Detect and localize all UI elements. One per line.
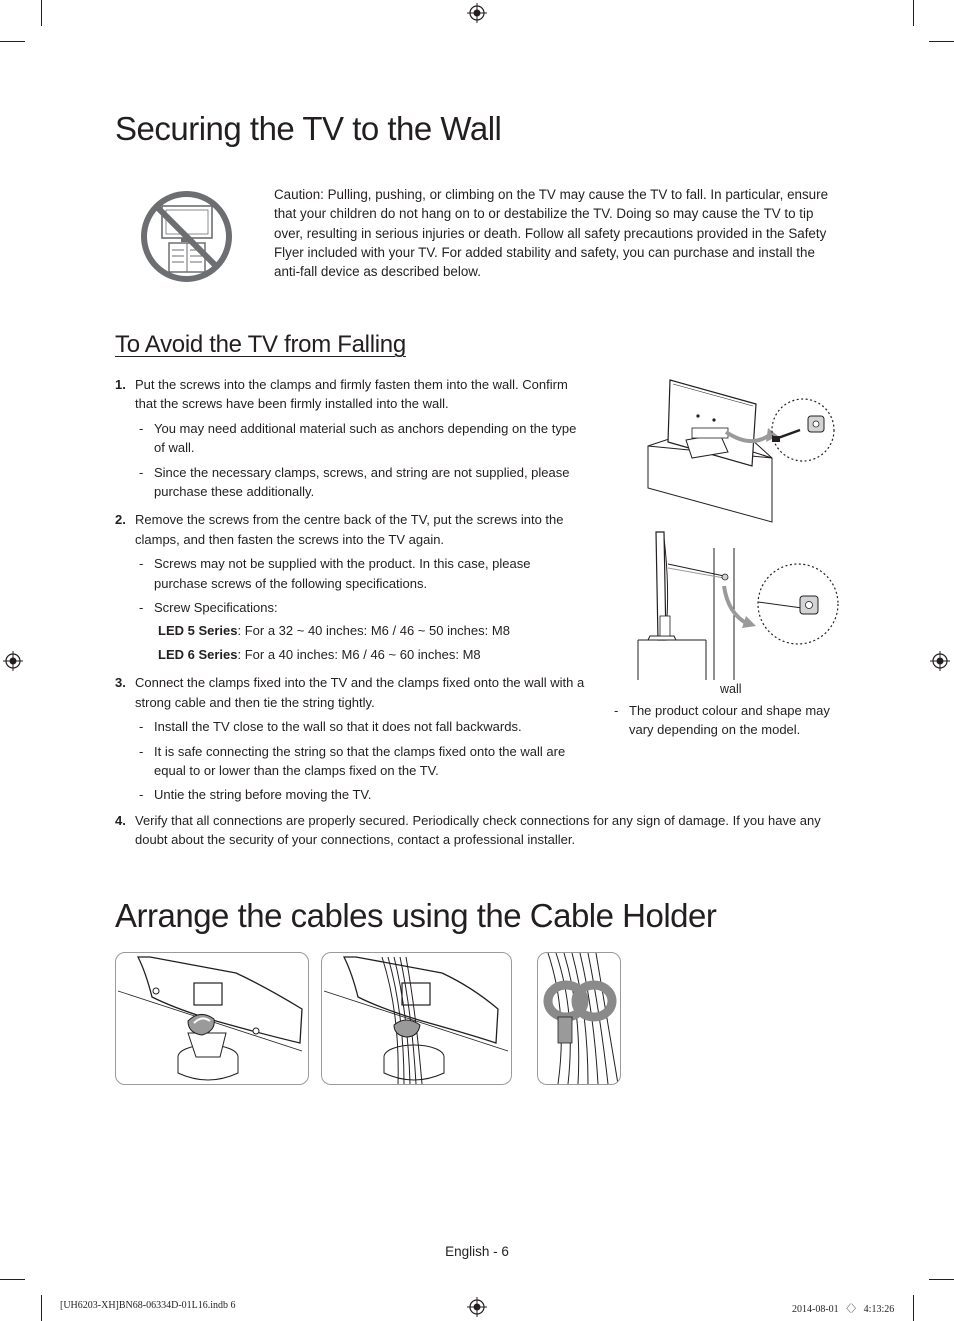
step-text: Remove the screws from the centre back of the TV, put the screws into the clamps, and then fasten the screws into the TV again. [135,512,564,547]
subsection-title: To Avoid the TV from Falling [115,331,406,358]
note-text: Screws may not be supplied with the product. In this case, please purchase screws of the following specifications. [154,556,531,591]
no-climbing-tv-icon [139,190,234,283]
stand-cables-icon [322,953,511,1084]
steps-list [115,375,587,814]
note-text: Screw Specifications: [154,600,278,616]
note-dash: - [139,743,144,759]
registration-mark-icon [467,3,487,23]
note-text: You may need additional material such as anchors depending on the type of wall. [154,420,577,456]
registration-mark-icon [3,651,23,671]
step-text: Put the screws into the clamps and firmly fasten them into the wall. Confirm that the screws have been firmly installed into the wall. [135,377,568,412]
step-1 [115,375,587,501]
wall-label: wall [720,682,742,696]
step-note [135,554,587,593]
crop-mark [913,0,914,26]
spec-series: LED 6 Series [158,646,238,662]
step-note [135,717,587,736]
spec-detail: : For a 40 inches: M6 / 46 ~ 60 inches: M8 [237,646,481,662]
note-dash: - [139,787,144,803]
step-text: Connect the clamps fixed into the TV and the clamps fixed onto the wall with a strong cable and then tie the string tightly. [135,675,585,710]
tv-wall-illustration [636,528,840,680]
tv-clamp-illustration [640,376,840,524]
step-note [135,785,587,804]
step-number: 1. [115,377,126,392]
print-slug-date: 2014-08-01 〈〉 4:13:26 [792,1304,895,1315]
product-note-text: The product colour and shape may vary depending on the model. [629,703,830,738]
crop-mark [41,1295,42,1321]
crop-mark [913,1295,914,1321]
note-dash: - [139,464,144,480]
page-title: Securing the TV to the Wall [115,110,502,147]
crop-mark [0,41,25,42]
note-dash: - [614,703,619,718]
registration-mark-icon [467,1297,487,1317]
step-note [135,598,587,617]
cable-holder-image-2 [321,952,512,1085]
step-text: Verify that all connections are properly secured. Periodically check connections for any sign of damage. If you have any doubt about the security of your connections, contact a professional installer. [135,813,821,848]
cable-holder-image-3 [537,952,621,1085]
crop-mark [929,41,954,42]
screw-spec-led5 [135,621,587,640]
note-text: Since the necessary clamps, screws, and string are not supplied, please purchase these additionally. [154,464,570,500]
step-2 [115,510,587,664]
note-text: Untie the string before moving the TV. [154,787,372,803]
cable-holder-image-1 [115,952,309,1085]
note-dash: - [139,719,144,735]
caution-text: Caution: Pulling, pushing, or climbing on the TV may cause the TV to fall. In particular, ensure that your children do not hang on to or destabilize the TV. Doing so may cause the TV to tip over, resulting in serious injuries or death. Follow all safety precautions provided in the Safety Flyer included with your TV. For added stability and safety, you can purchase and install the anti-fall device as described below. [274,187,829,280]
spec-detail: : For a 32 ~ 40 inches: M6 / 46 ~ 50 inches: M8 [237,623,510,639]
step-note [135,463,587,502]
step-note [135,742,587,781]
step-number: 4. [115,813,126,828]
note-text: It is safe connecting the string so that the clamps fixed onto the wall are equal to or lower than the clamps fixed on the TV. [154,743,566,778]
step-number: 2. [115,512,126,528]
page-footer: English - 6 [445,1244,509,1259]
crop-mark [41,0,42,26]
note-dash: - [139,600,144,616]
screw-spec-led6 [135,645,587,664]
product-note [612,701,852,740]
print-slug-file: [UH6203-XH]BN68-06334D-01L16.indb 6 [60,1300,236,1311]
note-dash: - [139,556,144,572]
step-3 [115,673,587,804]
note-text: Install the TV close to the wall so that it does not fall backwards. [154,719,522,735]
cable-clip-closeup-icon [538,953,620,1084]
registration-mark-icon [930,651,950,671]
spec-series: LED 5 Series [158,623,238,639]
crop-mark [929,1279,954,1280]
step-note [135,419,587,458]
note-dash: - [139,420,144,436]
step-4 [115,811,825,850]
crop-mark [0,1279,25,1280]
stand-back-icon [116,953,308,1084]
step-number: 3. [115,675,126,691]
cable-section-title: Arrange the cables using the Cable Holder [115,897,717,934]
